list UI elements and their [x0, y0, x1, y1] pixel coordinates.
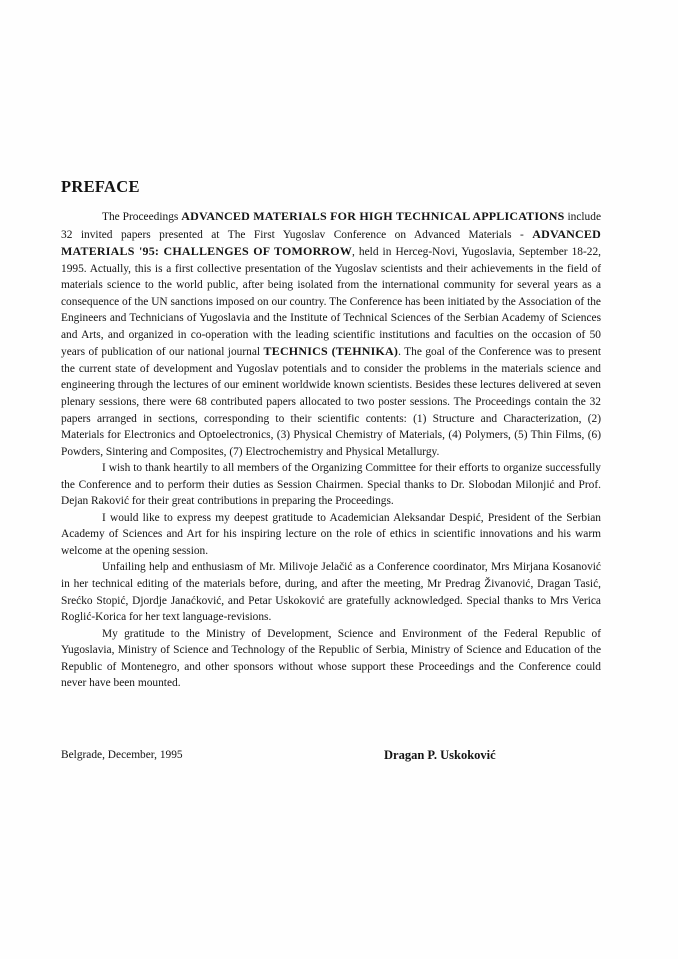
paragraph-1-text-b: include 32 invited papers presented at The First Yugoslav Conference on Advanced Materials -	[61, 211, 602, 241]
journal-title: TECHNICS (TEHNIKA)	[263, 344, 399, 359]
paragraph-1	[61, 208, 601, 460]
page-title: PREFACE	[61, 177, 140, 196]
place-date: Belgrade, December, 1995	[61, 749, 183, 761]
paragraph-4: Unfailing help and enthusiasm of Mr. Milivoje Jelačić as a Conference coordinator, Mrs Mirjana Kosanović in her technical editing of the materials before, during, and after the meeting, Mr Predrag Živanović, Dragan Tasić, Srećko Stopić, Djordje Janaćković, and Petar Uskoković are gratefully acknowledged. Special thanks to Mrs Verica Roglić-Korica for her text language-revisions.	[61, 561, 601, 624]
paragraph-1-text-a: The Proceedings	[102, 211, 182, 223]
author-signature: Dragan P. Uskoković	[384, 748, 496, 762]
paragraph-2: I wish to thank heartily to all members of the Organizing Committee for their efforts to organize successfully the Conference and to perform their duties as Session Chairmen. Special thanks to Dr. Slobodan Milonjić and Prof. Dejan Raković for their great contributions in preparing the Proceedings.	[61, 462, 601, 508]
paragraph-1-text-c: , held in Herceg-Novi, Yugoslavia, September 18-22, 1995. Actually, this is a first collective presentation of the Yugoslav scientists and their achievements in the field of materials science to the world public, after being isolated from the international community for several years as a consequence of the UN sanctions imposed on our country. The Conference has been initiated by the Association of the Engineers and Technicians of Yugoslavia and the Institute of Technical Sciences of the Serbian Academy of Sciences and Arts, and organized in co-operation with the leading scientific institutions and faculties on the occasion of 50 years of publication of our national journal	[61, 246, 601, 359]
paragraph-1-text-d: . The goal of the Conference was to present the current state of development and Yugoslav potentials and to consider the problems in the materials science and engineering through the lectures of our eminent worldwide known scientists. Besides these lectures delivered at seven plenary sessions, there were 68 contributed papers allocated to two poster sessions. The Proceedings contain the 32 papers arranged in sections, corresponding to their scientific contents: (1) Structure and Characterization, (2) Materials for Electronics and Optoelectronics, (3) Physical Chemistry of Materials, (4) Polymers, (5) Thin Films, (6) Powders, Sintering and Composites, (7) Electrochemistry and Physical Metallurgy.	[61, 346, 601, 458]
preface-body	[61, 208, 601, 692]
proceedings-title: ADVANCED MATERIALS FOR HIGH TECHNICAL APPLICATIONS	[181, 209, 565, 223]
paragraph-5: My gratitude to the Ministry of Development, Science and Environment of the Federal Republic of Yugoslavia, Ministry of Science and Technology of the Republic of Serbia, Ministry of Science and Education of the Republic of Montenegro, and other sponsors without whose support these Proceedings and the Conference could never have been mounted.	[61, 627, 601, 690]
conference-title: ADVANCED MATERIALS '95: CHALLENGES OF TOMORROW	[61, 226, 601, 259]
paragraph-3: I would like to express my deepest gratitude to Academician Aleksandar Despić, President of the Serbian Academy of Sciences and Art for his inspiring lecture on the role of ethics in scientific innovations and his warm welcome at the opening session.	[61, 511, 601, 557]
